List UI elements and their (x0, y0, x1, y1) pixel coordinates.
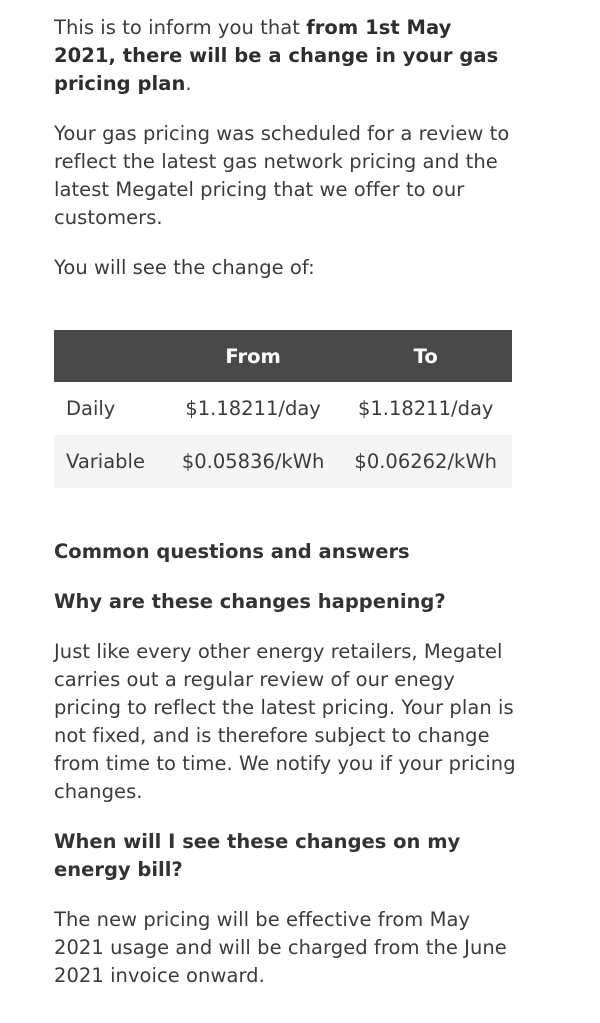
intro-text: This is to inform you that (54, 16, 307, 39)
faq-question: Why are these changes happening? (54, 590, 446, 613)
row-label: Variable (54, 435, 167, 488)
faq-answer: The new pricing will be effective from May 2021 usage and will be charged from the June 2021 invoice onward. (54, 908, 507, 987)
intro-paragraph (54, 14, 520, 98)
table-row (54, 382, 512, 435)
header-cell-label (54, 330, 167, 382)
table-row (54, 435, 512, 488)
faq-title: Common questions and answers (54, 540, 410, 563)
faq-question: When will I see these changes on my energy bill? (54, 830, 461, 881)
header-cell-to: To (339, 330, 512, 382)
pricing-table (54, 330, 512, 488)
intro-period: . (185, 72, 192, 95)
row-to-value: $0.06262/kWh (339, 435, 512, 488)
pricing-table-header (54, 330, 512, 382)
intro-highlight: from 1st May 2021, there will be a change in your gas pricing plan (54, 16, 499, 95)
row-from-value: $1.18211/day (185, 397, 321, 420)
row-label: Daily (66, 397, 116, 420)
faq-answer: Just like every other energy retailers, Megatel carries out a regular review of our enegy pricing to reflect the latest pricing. Your plan is not fixed, and is therefore subject to change from time to time. We notify you if your pricing changes. (54, 640, 516, 803)
row-from-value: $0.05836/kWh (167, 435, 340, 488)
header-cell-from: From (167, 330, 340, 382)
change-paragraph: You will see the change of: (54, 256, 315, 279)
review-paragraph: Your gas pricing was scheduled for a review to reflect the latest gas network pricing and the latest Megatel pricing that we offer to our customers. (54, 122, 510, 229)
row-to-value: $1.18211/day (357, 397, 494, 420)
